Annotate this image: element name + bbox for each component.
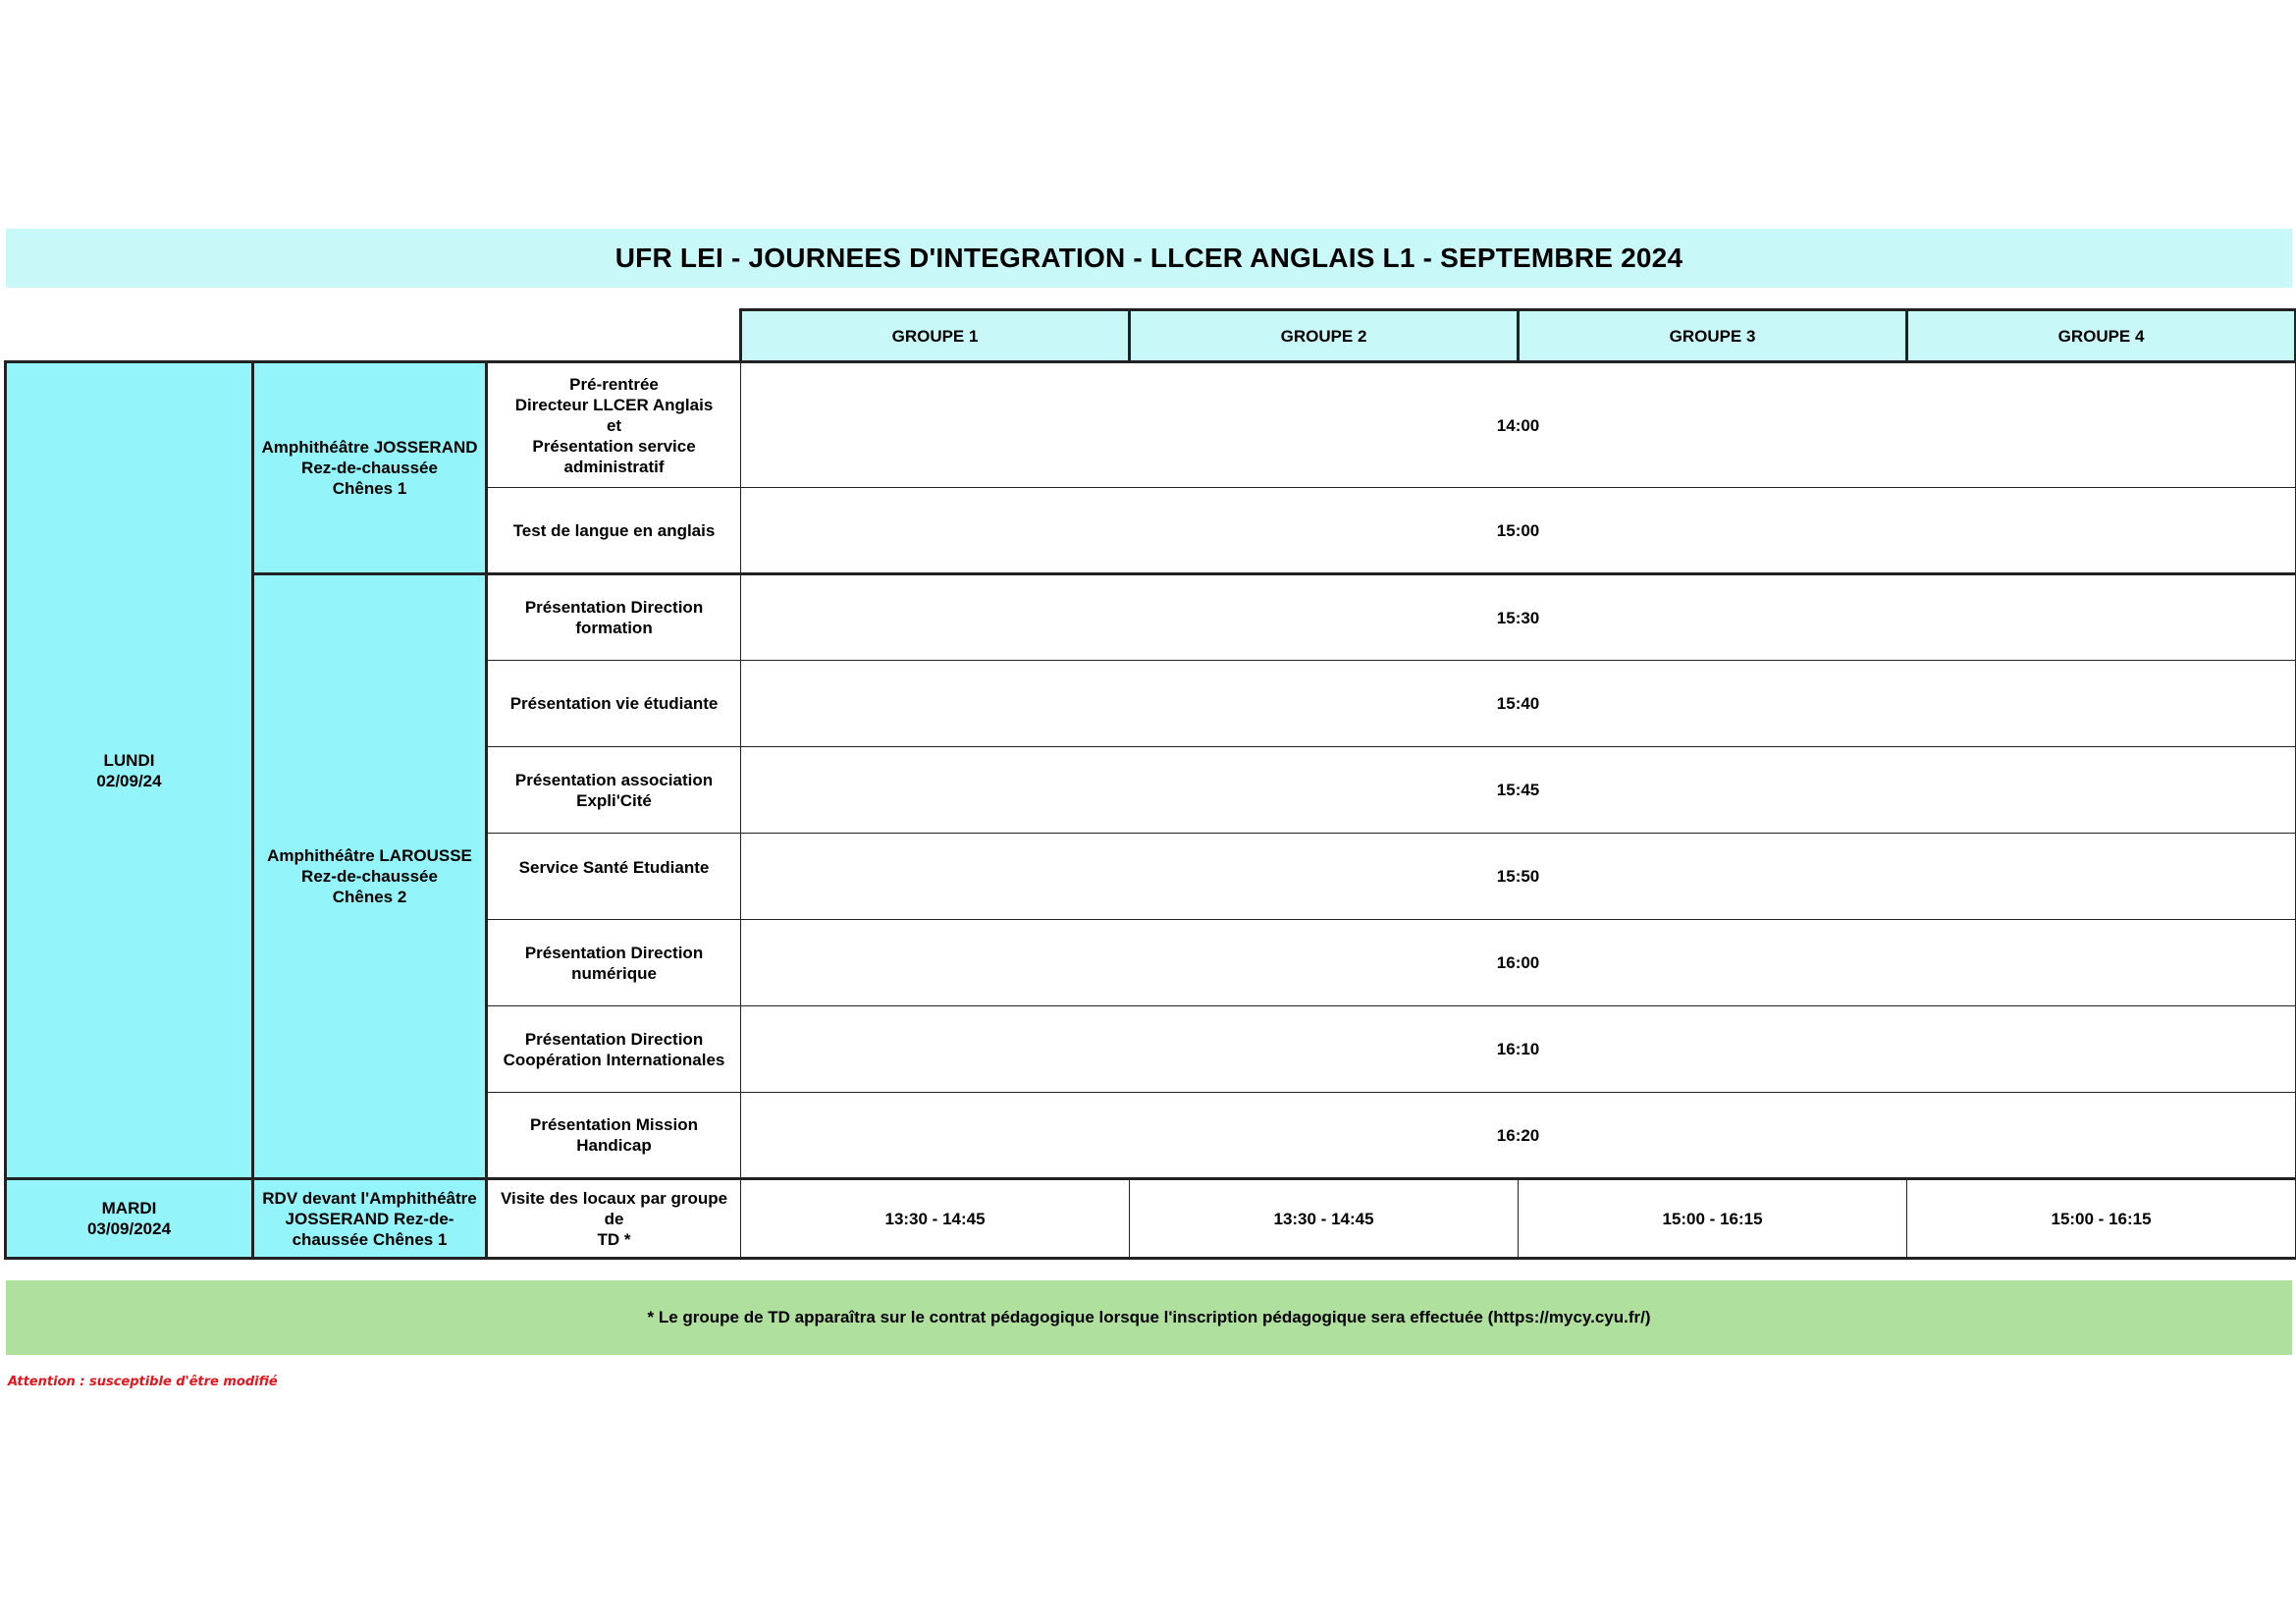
activity-cell [487, 834, 741, 920]
room-line: Rez-de-chaussée [301, 867, 438, 886]
time-cell: 16:00 [741, 920, 2296, 1006]
activity-cell [487, 920, 741, 1006]
time-cell: 15:45 [741, 747, 2296, 834]
time-cell-group-1: 13:30 - 14:45 [741, 1179, 1130, 1259]
activity-cell [487, 574, 741, 661]
day-cell-tuesday [6, 1179, 253, 1259]
activity-line: Pré-rentrée [569, 374, 659, 394]
activity-line: Présentation service [532, 436, 696, 456]
time-cell: 15:40 [741, 661, 2296, 747]
table-row [6, 1179, 2296, 1259]
activity-line: Présentation Direction [524, 1029, 704, 1049]
activity-line: Présentation vie étudiante [509, 694, 719, 713]
page-title: UFR LEI - JOURNEES D'INTEGRATION - LLCER ANGLAIS L1 - SEPTEMBRE 2024 [6, 229, 2292, 288]
activity-line: Présentation Direction [524, 598, 704, 617]
activity-line: et [606, 415, 622, 435]
table-row [6, 362, 2296, 488]
room-line: Chênes 2 [332, 888, 407, 906]
header-spacer [6, 310, 741, 362]
schedule-table [4, 308, 2296, 1260]
table-row [6, 574, 2296, 661]
activity-cell [487, 747, 741, 834]
day-name: MARDI [101, 1199, 157, 1217]
group-1-header: GROUPE 1 [741, 310, 1130, 362]
warning-text: Attention : susceptible d'être modifié [8, 1375, 278, 1389]
activity-line: formation [575, 619, 653, 637]
day-date: 03/09/2024 [86, 1219, 172, 1238]
footnote: * Le groupe de TD apparaîtra sur le contrat pédagogique lorsque l'inscription pédagogique sera effectuée (https://mycy.cyu.fr/) [6, 1280, 2292, 1355]
time-cell-group-2: 13:30 - 14:45 [1130, 1179, 1519, 1259]
activity-line: Directeur LLCER Anglais [514, 395, 714, 414]
activity-line: TD * [597, 1229, 631, 1249]
time-cell: 15:00 [741, 488, 2296, 574]
activity-line: Visite des locaux par groupe de [500, 1188, 728, 1228]
room-line: Amphithéâtre LAROUSSE [267, 846, 472, 865]
activity-line: Présentation Direction [524, 943, 704, 962]
time-cell: 16:10 [741, 1006, 2296, 1093]
activity-line: Coopération Internationales [503, 1050, 725, 1069]
day-date: 02/09/24 [96, 771, 162, 790]
time-cell-group-4: 15:00 - 16:15 [1907, 1179, 2296, 1259]
room-line: chaussée Chênes 1 [292, 1229, 448, 1249]
activity-cell [487, 661, 741, 747]
room-line: Rez-de-chaussée [301, 459, 438, 477]
activity-line: administratif [563, 457, 665, 476]
activity-line: numérique [571, 963, 657, 983]
time-cell: 14:00 [741, 362, 2296, 488]
room-line: Amphithéâtre JOSSERAND [261, 438, 478, 457]
room-cell-josserand [253, 362, 487, 574]
room-line: Chênes 1 [332, 479, 407, 498]
room-line: RDV devant l'Amphithéâtre [262, 1188, 477, 1208]
day-name: LUNDI [103, 750, 155, 770]
room-cell-larousse [253, 574, 487, 1179]
activity-cell [487, 488, 741, 574]
time-cell: 15:30 [741, 574, 2296, 661]
group-4-header: GROUPE 4 [1907, 310, 2296, 362]
time-cell-group-3: 15:00 - 16:15 [1519, 1179, 1907, 1259]
activity-cell [487, 1093, 741, 1179]
group-2-header: GROUPE 2 [1130, 310, 1519, 362]
time-cell: 16:20 [741, 1093, 2296, 1179]
room-cell-rdv [253, 1179, 487, 1259]
day-cell-monday [6, 362, 253, 1179]
activity-cell [487, 362, 741, 488]
activity-line: Présentation association [514, 770, 714, 789]
activity-line: Expli'Cité [576, 790, 652, 810]
activity-line: Présentation Mission Handicap [530, 1115, 698, 1155]
room-line: JOSSERAND Rez-de- [285, 1209, 454, 1228]
activity-line: Test de langue en anglais [512, 520, 716, 540]
group-3-header: GROUPE 3 [1519, 310, 1907, 362]
activity-cell [487, 1006, 741, 1093]
activity-line: Service Santé Etudiante [518, 858, 710, 877]
header-row [6, 310, 2296, 362]
time-cell: 15:50 [741, 834, 2296, 920]
activity-cell [487, 1179, 741, 1259]
